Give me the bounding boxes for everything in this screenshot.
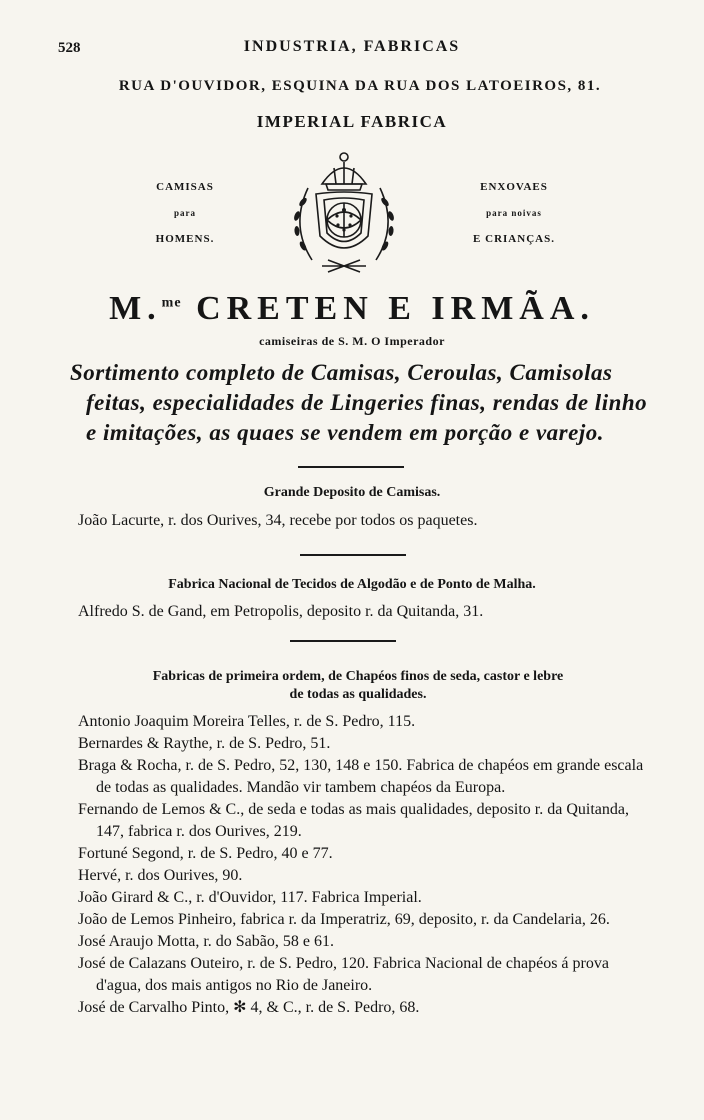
list-item: Braga & Rocha, r. de S. Pedro, 52, 130, 148 e 150. Fabrica de chapéos em grande escala de todas as qualidades. Mandão vir tambem chapéos da Europa. <box>78 757 644 796</box>
firm-name <box>0 290 704 328</box>
left-line: CAMISAS <box>156 181 214 193</box>
camisas-entry: João Lacurte, r. dos Ourives, 34, recebe por todos os paquetes. <box>78 512 478 529</box>
camisas-heading: Grande Deposito de Camisas. <box>263 485 441 500</box>
tecidos-entry: Alfredo S. de Gand, em Petropolis, deposito r. da Quitanda, 31. <box>78 603 484 620</box>
firm-prefix-sup: me <box>161 295 182 311</box>
list-item: Fortuné Segond, r. de S. Pedro, 40 e 77. <box>78 845 333 862</box>
description-line: Sortimento completo de Camisas, Ceroulas, Camisolas <box>70 360 613 385</box>
firm-prefix: M. <box>109 290 162 327</box>
advert-left-column <box>130 174 240 252</box>
imperial-crest-icon <box>282 150 406 278</box>
divider <box>298 466 404 468</box>
chapeos-heading-line: Fabricas de primeira ordem, de Chapéos finos de seda, castor e lebre <box>152 669 564 684</box>
firm-subtitle: camiseiras de S. M. O Imperador <box>259 334 445 348</box>
left-line: HOMENS. <box>155 233 215 245</box>
page-number: 528 <box>58 40 81 56</box>
description-line: feitas, especialidades de Lingeries finas, rendas de linho <box>86 390 648 415</box>
running-title: INDUSTRIA, FABRICAS <box>243 38 461 55</box>
tecidos-heading: Fabrica Nacional de Tecidos de Algodão e de Ponto de Malha. <box>168 577 536 592</box>
establishment-title: IMPERIAL FABRICA <box>256 112 448 131</box>
description-line: e imitações, as quaes se vendem em porção e varejo. <box>86 420 604 445</box>
list-item: João Girard & C., r. d'Ouvidor, 117. Fabrica Imperial. <box>78 889 422 906</box>
right-line: ENXOVAES <box>480 181 548 193</box>
right-line: E CRIANÇAS. <box>473 233 555 245</box>
left-line: para <box>174 208 196 218</box>
list-item: Hervé, r. dos Ourives, 90. <box>78 867 243 884</box>
chapeos-heading <box>78 668 638 704</box>
chapeos-heading-line: de todas as qualidades. <box>289 687 427 702</box>
firm-title: CRETEN E IRMÃA. <box>196 290 595 327</box>
divider <box>290 640 396 642</box>
list-item: José de Carvalho Pinto, ✻ 4, & C., r. de S. Pedro, 68. <box>78 999 420 1016</box>
advert-description <box>70 358 650 448</box>
list-item: José de Calazans Outeiro, r. de S. Pedro, 120. Fabrica Nacional de chapéos á prova d'agua, dos mais antigos no Rio de Janeiro. <box>78 955 609 994</box>
right-line: para noivas <box>486 208 542 218</box>
list-item: João de Lemos Pinheiro, fabrica r. da Imperatriz, 69, deposito, r. da Candelaria, 26. <box>78 911 610 928</box>
divider <box>300 554 406 556</box>
shop-address: RUA D'OUVIDOR, ESQUINA DA RUA DOS LATOEIROS, 81. <box>118 78 602 94</box>
list-item: Fernando de Lemos & C., de seda e todas as mais qualidades, deposito r. da Quitanda, 147, fabrica r. dos Ourives, 219. <box>78 801 629 840</box>
advert-right-column <box>454 174 574 252</box>
list-item: José Araujo Motta, r. do Sabão, 58 e 61. <box>78 933 334 950</box>
list-item: Bernardes & Raythe, r. de S. Pedro, 51. <box>78 735 331 752</box>
list-item: Antonio Joaquim Moreira Telles, r. de S. Pedro, 115. <box>78 713 416 730</box>
chapeos-list <box>78 711 648 1019</box>
